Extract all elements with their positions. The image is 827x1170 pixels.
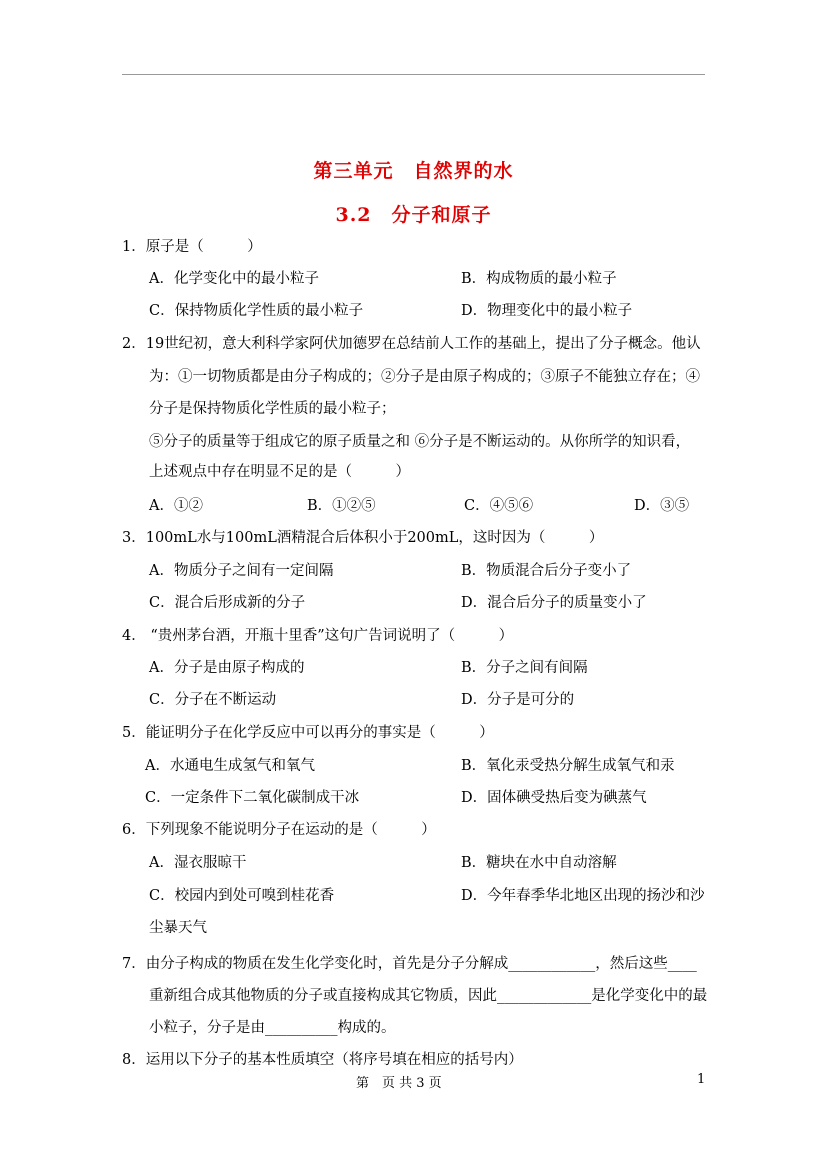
question-6-option-b: B．糖块在水中自动溶解 bbox=[461, 855, 617, 871]
question-2-line: 分子是保持物质化学性质的最小粒子； bbox=[149, 401, 396, 417]
question-1-option-d: D．物理变化中的最小粒子 bbox=[461, 303, 633, 319]
question-2-line: 上述观点中存在明显不足的是（ ） bbox=[149, 464, 410, 480]
question-3-option-c: C．混合后形成新的分子 bbox=[149, 595, 306, 611]
header-rule bbox=[122, 74, 705, 75]
question-5-option-b: B．氧化汞受热分解生成氧气和汞 bbox=[461, 758, 675, 774]
question-5-stem: 5．能证明分子在化学反应中可以再分的事实是（ ） bbox=[122, 725, 494, 741]
page-footer: 第 页 共 3 页 bbox=[356, 1076, 442, 1091]
question-5-option-c: C．一定条件下二氧化碳制成干冰 bbox=[145, 790, 360, 806]
question-2-option-d: D．③⑤ bbox=[634, 498, 690, 514]
question-6-option-d: D．今年春季华北地区出现的扬沙和沙 bbox=[461, 888, 705, 904]
question-1-option-c: C．保持物质化学性质的最小粒子 bbox=[149, 303, 364, 319]
question-2-option-b: B．①②⑤ bbox=[307, 498, 376, 514]
question-6-option-c: C．校园内到处可嗅到桂花香 bbox=[149, 888, 335, 904]
question-1-stem: 1．原子是（ ） bbox=[122, 239, 262, 255]
question-6-stem: 6．下列现象不能说明分子在运动的是（ ） bbox=[122, 822, 436, 838]
question-5-option-a: A．水通电生成氢气和氧气 bbox=[145, 758, 315, 774]
unit-title: 第三单元 自然界的水 bbox=[313, 160, 514, 182]
question-4-option-b: B．分子之间有间隔 bbox=[461, 660, 588, 676]
question-5-option-d: D．固体碘受热后变为碘蒸气 bbox=[461, 790, 647, 806]
question-8-stem: 8．运用以下分子的基本性质填空（将序号填在相应的括号内） bbox=[122, 1052, 523, 1068]
question-7-line: 重新组合成其他物质的分子或直接构成其它物质，因此_____________是化学变化中的最 bbox=[149, 988, 708, 1004]
question-2-line: 为：①一切物质都是由分子构成的；②分子是由原子构成的；③原子不能独立存在；④ bbox=[149, 369, 700, 385]
question-1-option-b: B．构成物质的最小粒子 bbox=[461, 271, 617, 287]
question-3-option-a: A．物质分子之间有一定间隔 bbox=[149, 563, 334, 579]
question-2-option-c: C．④⑤⑥ bbox=[464, 498, 534, 514]
question-2-line: ⑤分子的质量等于组成它的原子质量之和 ⑥分子是不断运动的。从你所学的知识看， bbox=[149, 434, 691, 450]
question-4-option-c: C．分子在不断运动 bbox=[149, 692, 277, 708]
question-4-stem: 4． “贵州茅台酒，开瓶十里香”这句广告词说明了（ ） bbox=[122, 628, 514, 644]
question-7-line: 7．由分子构成的物质在发生化学变化时，首先是分子分解成____________，然后这些____ bbox=[122, 956, 697, 972]
question-3-option-d: D．混合后分子的质量变小了 bbox=[461, 595, 647, 611]
question-4-option-a: A．分子是由原子构成的 bbox=[149, 660, 305, 676]
section-title: 3.2 分子和原子 bbox=[335, 204, 492, 226]
question-3-stem: 3．100mL水与100mL酒精混合后体积小于200mL，这时因为（ ） bbox=[122, 530, 604, 546]
question-2-stem: 2．19世纪初，意大利科学家阿伏加德罗在总结前人工作的基础上，提出了分子概念。他认 bbox=[122, 336, 701, 352]
question-4-option-d: D．分子是可分的 bbox=[461, 692, 575, 708]
question-2-option-a: A．①② bbox=[149, 498, 203, 514]
question-7-line: 小粒子，分子是由__________构成的。 bbox=[149, 1020, 396, 1036]
page-number: 1 bbox=[697, 1072, 706, 1087]
question-1-option-a: A．化学变化中的最小粒子 bbox=[149, 271, 319, 287]
question-6-option-a: A．湿衣服晾干 bbox=[149, 855, 247, 871]
question-6-option-d-continuation: 尘暴天气 bbox=[149, 920, 207, 936]
question-3-option-b: B．物质混合后分子变小了 bbox=[461, 563, 632, 579]
